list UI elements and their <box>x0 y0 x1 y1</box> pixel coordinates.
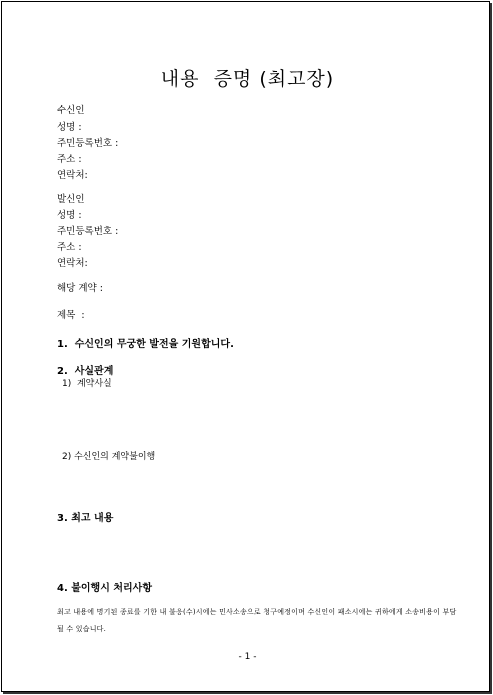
section-4-heading: 4. 불이행시 처리사항 <box>57 583 152 594</box>
section-2-item-2: 2) 수신인의 계약불이행 <box>62 452 156 462</box>
document-title: 내용 증명 (최고장) <box>160 68 335 90</box>
sender-contact-label: 연락처: <box>57 258 88 269</box>
recipient-id-label: 주민등록번호 : <box>57 138 119 149</box>
page-number: - 1 - <box>238 652 257 662</box>
subject-label: 제목 : <box>57 310 85 321</box>
sender-heading: 발신인 <box>57 194 85 205</box>
sender-id-label: 주민등록번호 : <box>57 226 119 237</box>
recipient-contact-label: 연락처: <box>57 170 88 181</box>
recipient-address-label: 주소 : <box>57 154 82 165</box>
sender-address-label: 주소 : <box>57 242 82 253</box>
recipient-heading: 수신인 <box>57 105 85 116</box>
section-3-heading: 3. 최고 내용 <box>57 513 114 524</box>
section-1-heading: 1. 수신인의 무궁한 발전을 기원합니다. <box>57 339 234 350</box>
section-2-item-1: 1) 계약사실 <box>62 379 112 389</box>
contract-label: 해당 계약 : <box>57 283 103 294</box>
closing-paragraph: 최고 내용에 명기된 종료를 기한 내 불응(수)시에는 민사소송으로 청구예정이며 수신인이 패소시에는 귀하에게 소송비용이 부담될 수 있습니다. <box>57 608 457 633</box>
sender-name-label: 성명 : <box>57 210 82 221</box>
section-2-heading: 2. 사실관계 <box>57 366 114 377</box>
recipient-name-label: 성명 : <box>57 122 82 133</box>
document-page <box>1 1 490 692</box>
